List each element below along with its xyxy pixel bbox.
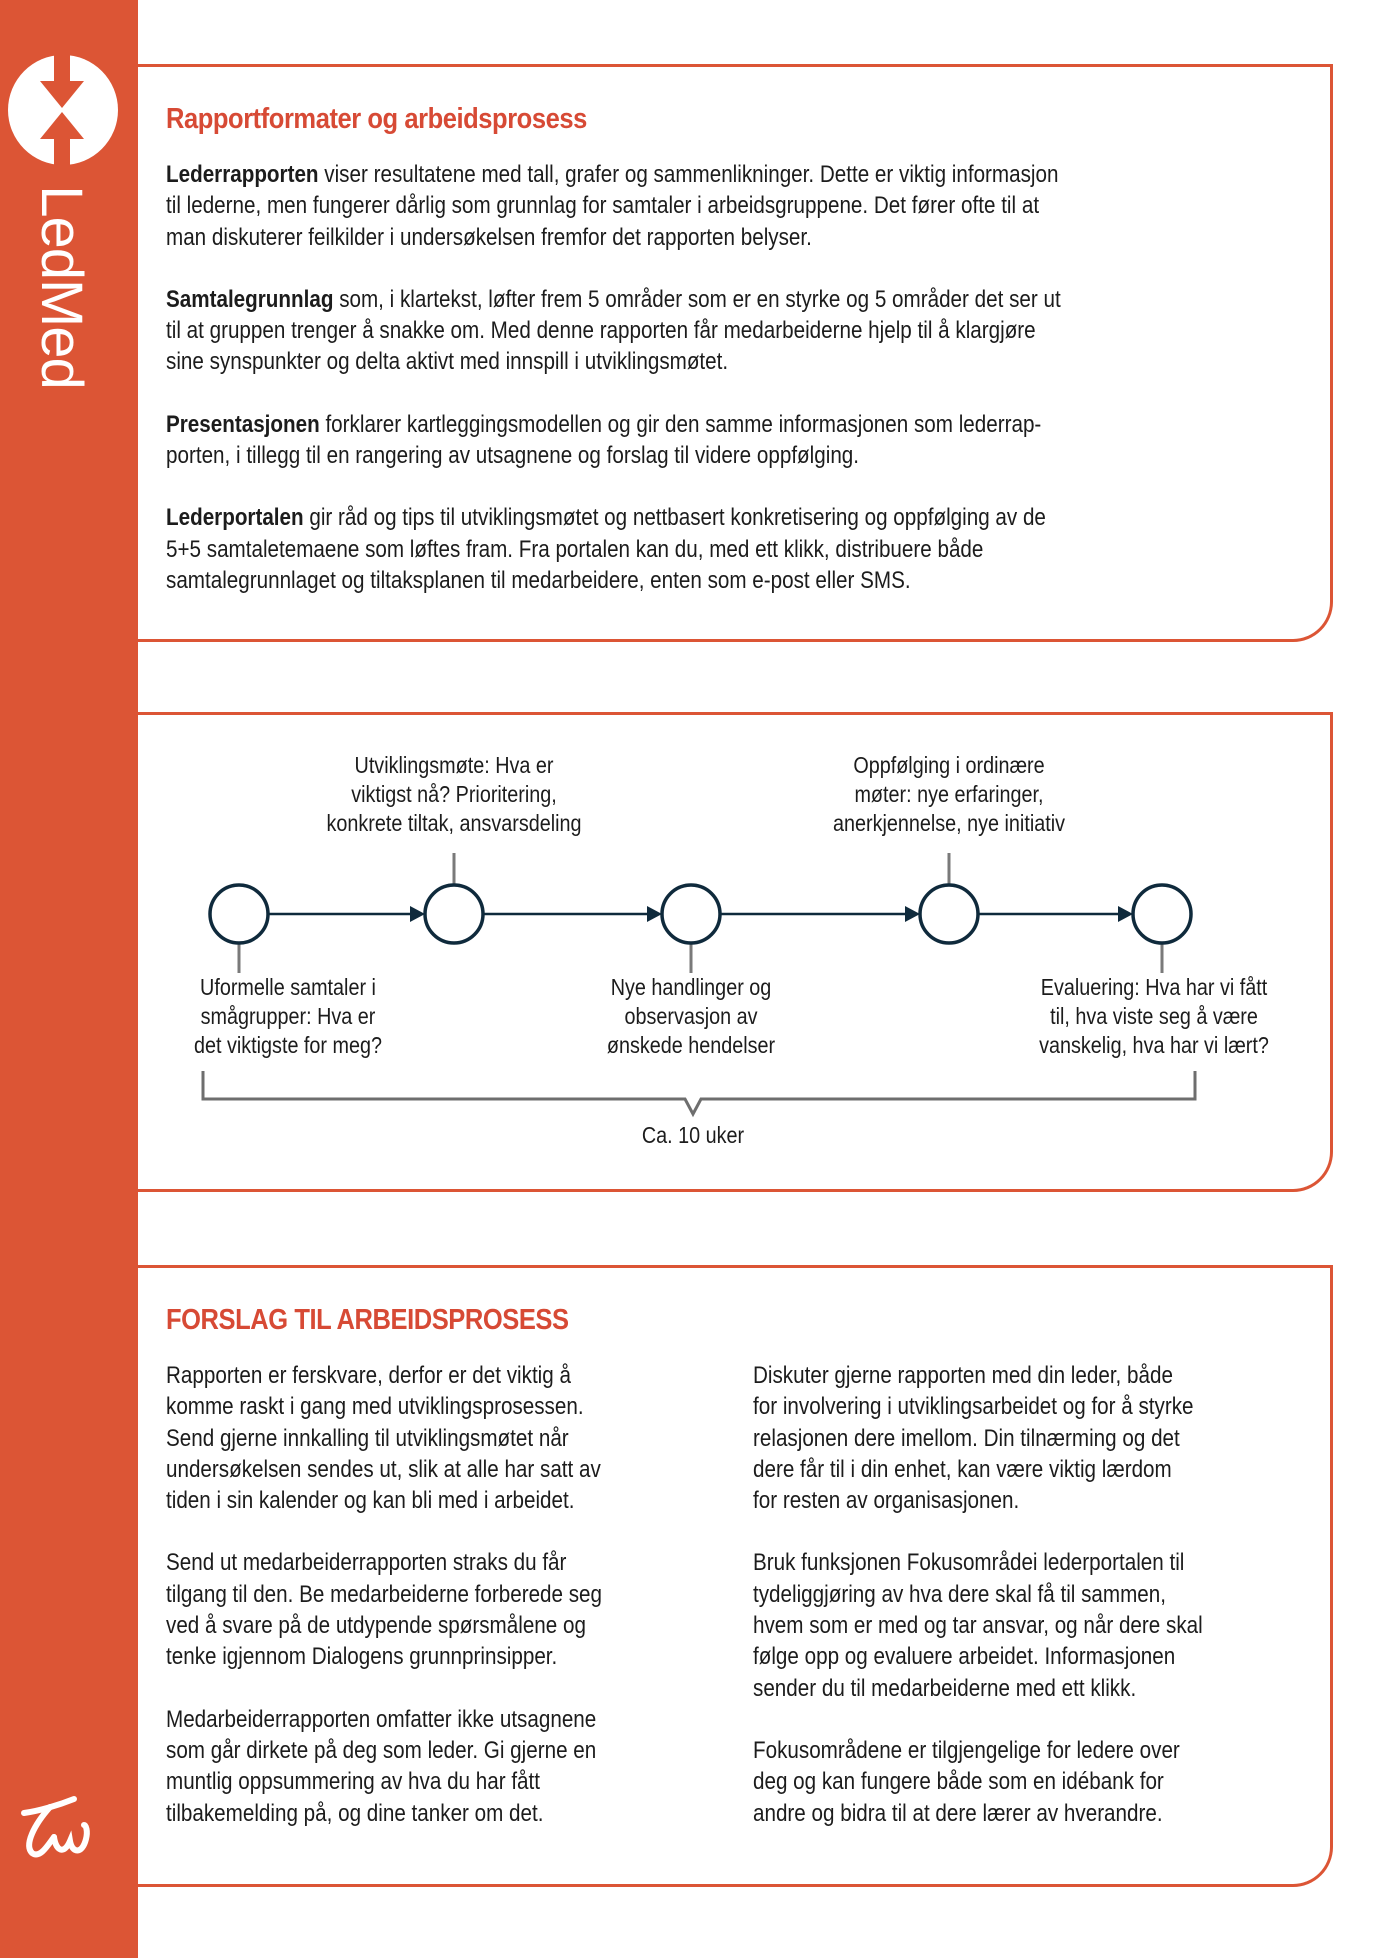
- brand-sidebar: [0, 0, 138, 1958]
- paragraph: Bruk funksjonen Fokusområdei lederportalen til tydeliggjøring av hva dere skal få til sammen, hvem som er med og tar ansvar, og når dere skal følge opp og evaluere arbeidet. Informasjonen sender du til medarbeiderne med ett klikk.: [753, 1549, 1203, 1702]
- paragraph: Fokusområdene er tilgjengelige for ledere over deg og kan fungere både som en idébank for andre og bidra til at dere lærer av hverandre.: [753, 1736, 1180, 1827]
- paragraph: Rapporten er ferskvare, derfor er det viktig å komme raskt i gang med utviklingsprosessen. Send gjerne innkalling til utviklingsmøtet når undersøkelsen sendes ut, slik at alle har satt av tiden i sin kalender og kan bli med i arbeidet.: [166, 1362, 601, 1515]
- step-label-informal-talks: Uformelle samtaler i smågrupper: Hva er det viktigste for meg?: [193, 974, 383, 1058]
- step-label-development-meeting: Utviklingsmøte: Hva er viktigst nå? Prioritering, konkrete tiltak, ansvarsdeling: [326, 752, 582, 836]
- arrows-converge-circle-icon: [6, 53, 120, 167]
- suggestions-right-column: [753, 1360, 1303, 1860]
- suggestions-left-column: [166, 1360, 716, 1860]
- paragraph-samtalegrunnlag: Samtalegrunnlag som, i klartekst, løfter frem 5 områder som er en styrke og 5 områder det ser ut til at gruppen trenger å snakke om. Med denne rapporten får medarbeiderne hjelp til å klargjøre sine synspunkter og delta aktivt med innspill i utviklingsmøtet.: [166, 285, 1061, 376]
- paragraph: Diskuter gjerne rapporten med din leder, både for involvering i utviklingsarbeidet og for å styrke relasjonen dere imellom. Din tilnærming og det dere får til i din enhet, kan være viktig lærdom for resten av organisasjonen.: [753, 1362, 1194, 1515]
- timeline-node-2: [425, 885, 483, 943]
- step-label-new-actions: Nye handlinger og observasjon av ønskede hendelser: [606, 974, 776, 1058]
- suggested-process-section: [138, 1265, 1333, 1887]
- timeline-node-3: [662, 885, 720, 943]
- duration-bracket: [203, 1071, 1195, 1114]
- step-label-evaluation: Evaluering: Hva har vi fått til, hva viste seg å være vanskelig, hva har vi lært?: [1039, 974, 1269, 1058]
- duration-label: Ca. 10 uker: [641, 1122, 745, 1148]
- timeline-node-4: [920, 885, 978, 943]
- report-formats-section: [138, 64, 1333, 642]
- report-formats-body: [166, 159, 1267, 627]
- term-lederportalen: Lederportalen: [166, 504, 304, 532]
- term-samtalegrunnlag: Samtalegrunnlag: [166, 285, 334, 313]
- paragraph: Medarbeiderrapporten omfatter ikke utsagnene som går dirkete på deg som leder. Gi gjerne en muntlig oppsummering av hva du har fått tilbakemelding på, og dine tanker om det.: [166, 1705, 597, 1827]
- paragraph: Send ut medarbeiderrapporten straks du får tilgang til den. Be medarbeiderne forberede seg ved å svare på de utdypende spørsmålene og tenke igjennom Dialogens grunnprinsipper.: [166, 1549, 603, 1671]
- tw-script-logo-icon: [14, 1795, 104, 1865]
- paragraph-lederrapporten: Lederrapporten viser resultatene med tall, grafer og sammenlikninger. Dette er viktig informasjon til lederne, men fungerer dårlig som grunnlag for samtaler i arbeidsgruppene. Det fører ofte til at man diskuterer feilkilder i undersøkelsen fremfor det rapporten belyser.: [166, 161, 1059, 251]
- brand-name: LedMed: [29, 185, 94, 389]
- term-presentasjonen: Presentasjonen: [166, 410, 320, 438]
- paragraph-lederportalen: Lederportalen gir råd og tips til utviklingsmøtet og nettbasert konkretisering og oppfølging av de 5+5 samtaletemaene som løftes fram. Fra portalen kan du, med ett klikk, distribuere både samtalegrunnlaget og tiltaksplanen til medarbeidere, enten som e-post eller SMS.: [166, 504, 1046, 594]
- paragraph-presentasjonen: Presentasjonen forklarer kartleggingsmodellen og gir den samme informasjonen som lederrap- porten, i tillegg til en rangering av utsagnene og forslag til videre oppfølging.: [166, 410, 1042, 470]
- section-title: Rapportformater og arbeidsprosess: [166, 103, 587, 135]
- term-lederrapporten: Lederrapporten: [166, 161, 319, 188]
- step-label-follow-up: Oppfølging i ordinære møter: nye erfaringer, anerkjennelse, nye initiativ: [832, 752, 1066, 836]
- timeline-node-5: [1133, 885, 1191, 943]
- process-timeline-section: [138, 712, 1333, 1192]
- section-title: FORSLAG TIL ARBEIDSPROSESS: [166, 1304, 569, 1336]
- timeline-node-1: [210, 885, 268, 943]
